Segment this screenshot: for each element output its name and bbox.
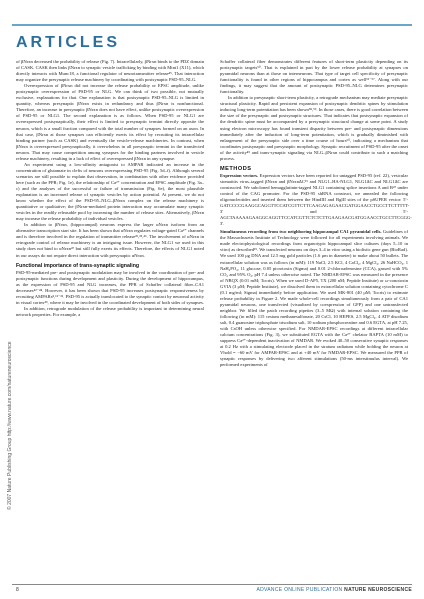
- body-paragraph: An experiment using a low-affinity antagonist to AMPAR indicated an increase in the concentration of glutamate in clefts of neurons overexpressing PSD-95 (Fig. 5d–f). Although several scenarios are still possible to explain that observation, in combination with other evidence provided here (such as the PPR; Fig. 1e), the relationship of Ca²⁺ concentration and EPSC amplitude (Fig. 3a–c) and the analyses of the successful or failure of transmission (Fig. 6e), the most plausible explanation is an increased release of synaptic vesicles by action potential. At present, we do not know whether the effect of the PSD-95–NLG–βNrxn complex on the release machinery is quantitative or qualitative; the βNrxn-mediated protein interaction may accumulate many synaptic vesicles in the readily releasable pool by increasing the number of release sites. Alternatively, βNrxn may increase the release probability of individual vesicles.: [16, 161, 204, 222]
- copyright-sidebar: [0, 180, 14, 520]
- header-rule: [12, 24, 412, 26]
- section-header: ARTICLES: [16, 34, 120, 51]
- body-paragraph: In addition, retrograde modulation of the release probability is important in determining neural network properties. For example, a: [16, 305, 204, 317]
- copyright-text: © 2007 Nature Publishing Group http://www.nature.com/natureneuroscience: [7, 341, 13, 510]
- left-column: [16, 59, 204, 318]
- body-paragraph: In addition to βNrxn, (hippocampal) neurons express the larger αNrxn isoform from an alternative transcription start site. It has been shown that αNrxn regulates voltage-gated Ca²⁺ channels and is therefore involved in the regulation of transmitter release²⁶,³⁵,⁴⁶. The involvement of αNrxn in retrograde control of release machinery is an intriguing issue. However, the NLG1 we used in this study does not bind to αNrxn⁴⁷ but still fully exerts its effects. Therefore, the effects of NLG1 noted in our assays do not require direct interaction with presynaptic αNrxn.: [16, 222, 204, 258]
- journal-prefix: ADVANCE ONLINE PUBLICATION: [256, 587, 343, 593]
- body-paragraph: Schaffer collateral fiber demonstrates different features of short-term plasticity depending on its postsynaptic targets⁵⁰. That is explained in part by the lower release probability at synapses on pyramidal neurons than at those on interneurons. That type of target cell specificity of presynaptic functionality is found in other regions of hippocampus and cortex as well⁵¹⁻⁵⁷. Along with our findings, it may suggest that the amount of postsynaptic PSD-95–NLG determines presynaptic functionality.: [220, 59, 408, 95]
- methods-paragraph: [220, 172, 412, 227]
- body-paragraph: In addition to presynaptic short-term plasticity, a retrograde mechanism may mediate presynaptic structural plasticity. Rapid and persistent expansion of postsynaptic dendritic spines by stimulation inducing long-term potentiation has been shown⁵⁸,⁵⁹. In those cases, there is good correlation between the size of the presynaptic and postsynaptic structures. That indicates that postsynaptic expansion of the dendritic spine must be accompanied by a presynaptic structural change at some point. A study using electron microscopy has found transient disparity between pre- and postsynaptic dimensions immediately after the induction of long-term potentiation, which is gradually diminished with enlargement of the presynaptic side over a time course of hours⁶⁰, indicating a mechanism that coordinates postsynaptic and presynaptic morphology. Synaptic recruitment of PSD-95 after the onset of the activity⁴⁹ and trans-synaptic signaling via NLG–βNrxn could contribute to such a matching process.: [220, 95, 408, 161]
- body-paragraph: PSD-95-mediated pre- and postsynaptic modulation may be involved in the coordination of pre- and postsynaptic functions during development and plasticity. During the development of hippocampus, as the expression of PSD-95 and NLG increases, the PPR of Schaffer collateral fiber–CA1 decreases⁴²⁻⁴⁸. However, it has been shown that PSD-95 increases postsynaptic responsiveness by recruiting AMPARs⁸,¹²⁻²². PSD-95 is actually translocated to the synaptic contact by neuronal activity in visual cortex⁴⁹, where it may be involved in the coordinated development of both sides of synapses.: [16, 269, 204, 305]
- methods-paragraph: [220, 229, 408, 368]
- body-paragraph: Overexpression of βNrxn did not increase the release probability or EPSC amplitude, unlike postsynaptic overexpression of PSD-95 or NLG. We can think of two possible, not mutually exclusive, explanations for that. One explanation is that postsynaptic PSD-95–NLG is limited in quantity, whereas presynaptic βNrxn exists in redundancy and thus βNrxn is nonfunctional. Therefore, an increase in presynaptic βNrxn does not have effect, unlike postsynaptic overexpression of PSD-95 or NLG1. The second explanation is as follows. When PSD-95 or NLG1 are overexpressed postsynaptically, their effect is limited to presynaptic termini directly opposite the neuron, which is a small fraction compared with the total number of synapses formed on an axon. In that case, βNrxn at those synapses can efficiently exerts its effect by recruiting its intracellular binding partner (such as CASK) and eventually the vesicle-release machineries. In contrast, when βNrxn is overexpressed presynaptically, it overwhelms in all presynaptic termini in the transfected neuron. That may cause competition among synapses for the binding partners involved in vesicle release machinery, resulting in a lack of effect of overexpressed βNrxn in any synapse.: [16, 83, 204, 161]
- methods-text: Expression vectors have been reported for untagged PSD-95 (ref. 22), vesicular stomatitis virus–tagged βNrxn and βNrxnΔC¹⁵ and NLG1–HA-NLG1, NLG1ΔC and NLG1ΔC are constructed. We subcloned hemagglutinin-tagged NLG1 containing splice insertions A and B⁴⁷ under control of the CAG promoter. For the PSD-95 shRNA construct, we annealed the following oligonucleotides and inserted them between the HindIII and BglII sites of the pSUPER vector: 5′-GATCCCCGAAGGCAGGTTCCATCGTTCTTCAAGAGAGAACGATGGAACCTGCCTTCTTTTT-3′ and 5′-AGCTAAAAAGAAGGCAGGTTCCATCGTTCTCTCTTGAAGAACGATGGAACCTGCCTTCGGG-3′.: [220, 172, 412, 227]
- journal-name: NATURE NEUROSCIENCE: [344, 587, 412, 593]
- methods-subheading: Simultaneous recording from two neighboring hippocampal CA1 pyramidal cells.: [220, 229, 382, 235]
- methods-text: Guidelines of the Massachusetts Institute of Technology were followed for all experiments involving animals. We made electrophysiological recordings from organotypic hippocampal slice cultures (days 5–10 in vitro) as described¹⁹. We transfected neurons on days 3–4 in vitro using a biolistic gene gun (BioRad). We used 100 μg DNA and 12.5 mg gold particles (1.6 μm in diameter) to make about 50 bullets. The extracellular solution was as follows (in mM): 119 NaCl, 2.5 KCl, 4 CaCl₂, 4 MgCl₂, 26 NaHCO₃, 1 NaH₂PO₄, 11 glucose, 0.05 picrotoxin (Sigma) and 0.01 2-chloroadenosine (CCA), gassed with 5% CO₂ and 95% O₂, pH 7.4 unless otherwise noted. The NMDAR-EPSC was measured in the presence of NBQX (0.01 mM; Tocris). When we used D-AP5, TX (200 nM; Peptide Institute) or ω-conotoxin GVIA (3 μM; Peptide Institute), we dissolved them in extracellular solution containing cytochrome C (0.1 mg/ml; Sigma) immediately before application. We used MK-801 (40 μM; Tocris) to estimate release probability in Figure 2. We made whole-cell recordings simultaneously from a pair of CA1 pyramidal neurons, one transfected (visualized by coexpression of GFP) and one untransfected neighbor. We filled the patch recording pipettes (3–5 MΩ) with internal solution containing the following (in mM): 115 cesium methanesulfonate, 20 CsCl, 10 HEPES, 2.5 MgCl₂, 4 ATP disodium salt, 0.4 guanosine triphosphate trisodium salt, 10 sodium phosphocreatine and 0.6 EGTA, at pH 7.25, with CsOH unless otherwise specified. For NMDAR-EPSC recordings at different intracellular calcium concentrations (Fig. 3), we substituted EGTA with the Ca²⁺ chelator BAPTA (10 mM) to suppress Ca²⁺-dependent inactivation of NMDAR. We evoked 40–50 consecutive synaptic responses at 0.2 Hz with a stimulating electrode placed in the stratum radiatum while holding the neuron at Vhold = −60 mV for AMPAR-EPSC and at +40 mV for NMDAR-EPSC. We measured the PPR of synaptic responses by delivering two afferent stimulations (50-ms interstimulus interval). We performed experiments of: [220, 229, 408, 368]
- methods-heading: METHODS: [220, 165, 252, 172]
- journal-footer: [256, 587, 412, 593]
- section-heading: Functional importance of trans-synaptic signaling: [16, 262, 140, 269]
- right-column: [220, 59, 412, 368]
- footer-rule: [12, 584, 412, 585]
- body-paragraph: of βNrxn decreased the probability of release (Fig. 7). Intracellularly, βNrxn binds to the PDZ domain of CASK. CASK then links βNrxn to synaptic vesicle trafficking by binding with Mint1 (X11), which directly interacts with Munc18, a functional regulator of neurotransmitter release⁴⁵. That interaction may organize the presynaptic release machinery by coordinating with postsynaptic PSD-95–NLG.: [16, 59, 204, 83]
- page-number: 8: [16, 587, 19, 593]
- methods-subheading: Expression vectors.: [220, 172, 259, 178]
